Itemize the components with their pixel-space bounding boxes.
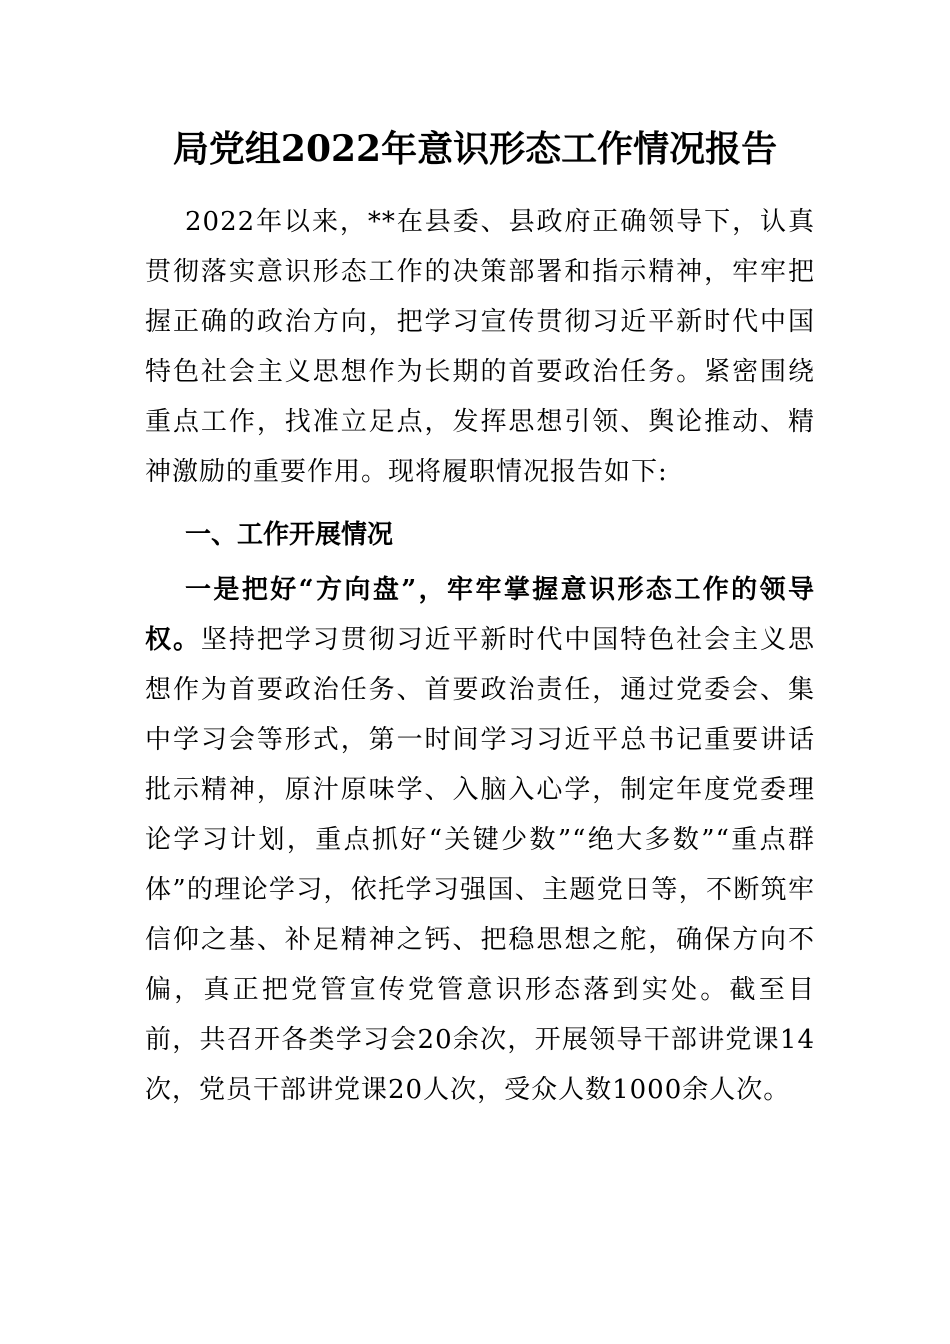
point-lead: 一是把好“方向盘”，牢牢掌握意识形态工作的领导权。 [145,575,815,655]
intro-paragraph: 2022年以来，**在县委、县政府正确领导下，认真贯彻落实意识形态工作的决策部署和指示精神，牢牢把握正确的政治方向，把学习宣传贯彻习近平新时代中国特色社会主义思想作为长期的首要政治任务。紧密围绕重点工作，找准立足点，发挥思想引领、舆论推动、精神激励的重要作用。现将履职情况报告如下: [145,207,815,487]
point-paragraph [145,565,815,1115]
section-heading: 一、工作开展情况 [185,520,394,550]
document-title: 局党组2022年意识形态工作情况报告 [172,128,778,170]
point-body: 坚持把学习贯彻习近平新时代中国特色社会主义思想作为首要政治任务、首要政治责任，通过党委会、集中学习会等形式，第一时间学习习近平总书记重要讲话批示精神，原汁原味学、入脑入心学，制定年度党委理论学习计划，重点抓好“关键少数”“绝大多数”“重点群体”的理论学习，依托学习强国、主题党日等，不断筑牢信仰之基、补足精神之钙、把稳思想之舵，确保方向不偏，真正把党管宣传党管意识形态落到实处。截至目前，共召开各类学习会20余次，开展领导干部讲党课14次，党员干部讲党课20人次，受众人数1000余人次。 [145,625,815,1105]
